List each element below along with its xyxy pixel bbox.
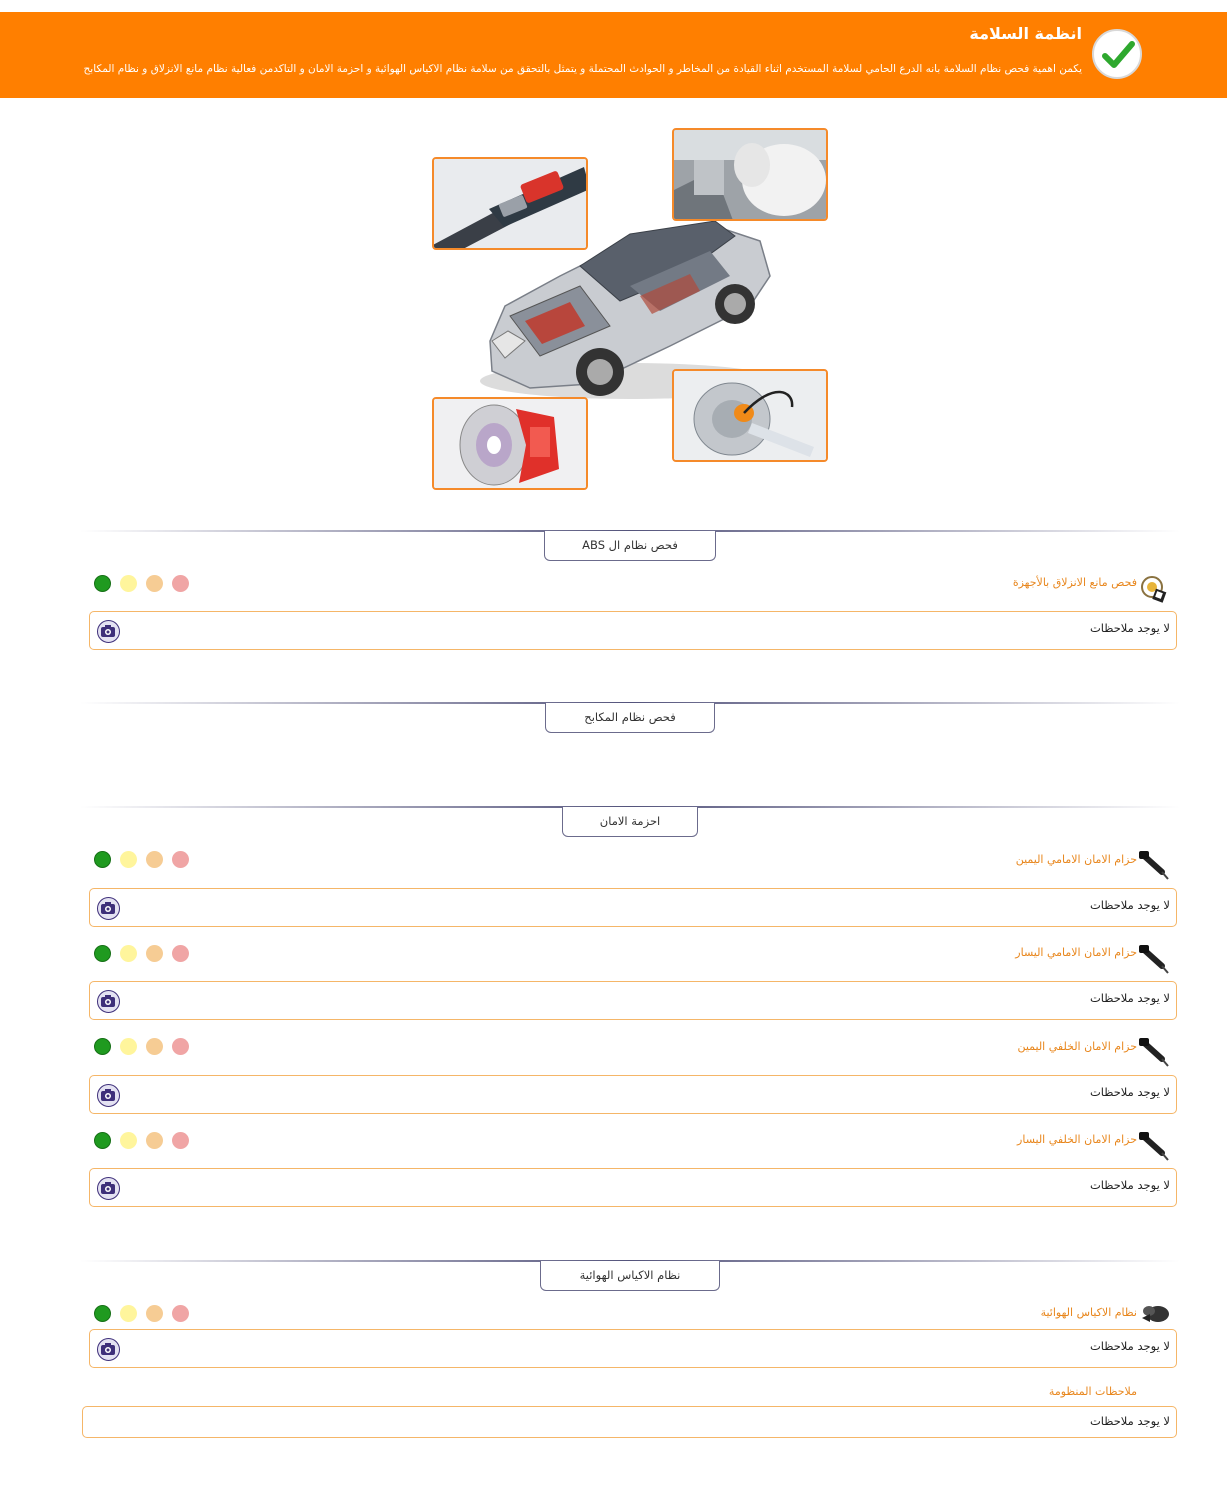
status-indicator (94, 1305, 194, 1323)
status-dot-good[interactable] (94, 575, 111, 592)
status-dot-bad[interactable] (172, 1132, 189, 1149)
status-dot-bad[interactable] (172, 851, 189, 868)
status-dot-good[interactable] (94, 851, 111, 868)
note-text: لا يوجد ملاحظات (1089, 991, 1170, 1005)
note-box[interactable] (89, 1168, 1177, 1207)
section-label-seatbelts: احزمة الامان (562, 807, 698, 837)
item-title: نظام الاكياس الهوائية (1040, 1306, 1137, 1319)
camera-icon[interactable] (97, 620, 120, 643)
seatbelt-photo (432, 157, 588, 250)
status-dot-warning[interactable] (146, 575, 163, 592)
status-dot-warning[interactable] (146, 945, 163, 962)
status-dot-good[interactable] (94, 1305, 111, 1322)
status-dot-fair[interactable] (120, 1038, 137, 1055)
status-dot-good[interactable] (94, 1132, 111, 1149)
status-indicator (94, 945, 194, 963)
status-dot-warning[interactable] (146, 1132, 163, 1149)
status-dot-fair[interactable] (120, 851, 137, 868)
note-box[interactable] (89, 888, 1177, 927)
status-dot-fair[interactable] (120, 1132, 137, 1149)
seatbelt-icon (1138, 944, 1172, 974)
page-title: انظمة السلامة (969, 24, 1082, 43)
note-text: لا يوجد ملاحظات (1089, 1178, 1170, 1192)
status-indicator (94, 1038, 194, 1056)
system-notes-title: ملاحظات المنظومة (1048, 1385, 1137, 1398)
note-box[interactable] (89, 1075, 1177, 1114)
note-text: لا يوجد ملاحظات (1089, 898, 1170, 912)
status-dot-warning[interactable] (146, 1305, 163, 1322)
system-notes-box[interactable] (82, 1406, 1177, 1438)
airbag-icon (1138, 1300, 1172, 1330)
status-indicator (94, 575, 194, 593)
camera-icon[interactable] (97, 1338, 120, 1361)
status-dot-good[interactable] (94, 1038, 111, 1055)
section-label-airbags: نظام الاكياس الهوائية (540, 1261, 720, 1291)
note-box[interactable] (89, 611, 1177, 650)
status-dot-bad[interactable] (172, 575, 189, 592)
status-indicator (94, 1132, 194, 1150)
status-dot-warning[interactable] (146, 851, 163, 868)
item-title: حزام الامان الخلفي اليمين (1017, 1040, 1137, 1053)
item-title: حزام الامان الخلفي اليسار (1017, 1133, 1137, 1146)
note-text: لا يوجد ملاحظات (1089, 621, 1170, 635)
status-dot-fair[interactable] (120, 1305, 137, 1322)
note-box[interactable] (89, 981, 1177, 1020)
page-description: يكمن اهمية فحص نظام السلامة بانه الدرع الحامي لسلامة المستخدم اثناء القيادة من المخاطر و الحوادث المحتملة و يتمثل بالتحقق من سلامة نظام الاكياس الهوائية و احزمة الامان و التاكدمن فعالية نظام مانع الانزلاق و نظام المكابح (83, 63, 1082, 75)
checkmark-icon (1092, 29, 1142, 79)
item-title: حزام الامان الامامي اليمين (1015, 853, 1137, 866)
status-dot-bad[interactable] (172, 945, 189, 962)
camera-icon[interactable] (97, 897, 120, 920)
seatbelt-icon (1138, 850, 1172, 880)
safety-systems-illustration (430, 126, 830, 492)
status-dot-warning[interactable] (146, 1038, 163, 1055)
camera-icon[interactable] (97, 990, 120, 1013)
status-dot-fair[interactable] (120, 575, 137, 592)
note-box[interactable] (89, 1329, 1177, 1368)
status-dot-bad[interactable] (172, 1038, 189, 1055)
note-text: لا يوجد ملاحظات (1089, 1085, 1170, 1099)
status-dot-bad[interactable] (172, 1305, 189, 1322)
camera-icon[interactable] (97, 1084, 120, 1107)
item-title: فحص مانع الانزلاق بالأجهزة (1012, 576, 1137, 589)
header-banner (0, 12, 1227, 98)
status-dot-fair[interactable] (120, 945, 137, 962)
seatbelt-icon (1138, 1037, 1172, 1067)
abs-sensor-icon (1138, 574, 1172, 604)
abs-sensor-photo (672, 369, 828, 462)
seatbelt-icon (1138, 1131, 1172, 1161)
item-title: حزام الامان الامامي اليسار (1015, 946, 1137, 959)
status-indicator (94, 851, 194, 869)
airbag-photo (672, 128, 828, 221)
camera-icon[interactable] (97, 1177, 120, 1200)
section-label-brakes: فحص نظام المكابح (545, 703, 715, 733)
brake-disc-photo (432, 397, 588, 490)
note-text: لا يوجد ملاحظات (1089, 1339, 1170, 1353)
status-dot-good[interactable] (94, 945, 111, 962)
system-notes-text: لا يوجد ملاحظات (1089, 1414, 1170, 1428)
section-label-abs: فحص نظام ال ABS (544, 531, 716, 561)
